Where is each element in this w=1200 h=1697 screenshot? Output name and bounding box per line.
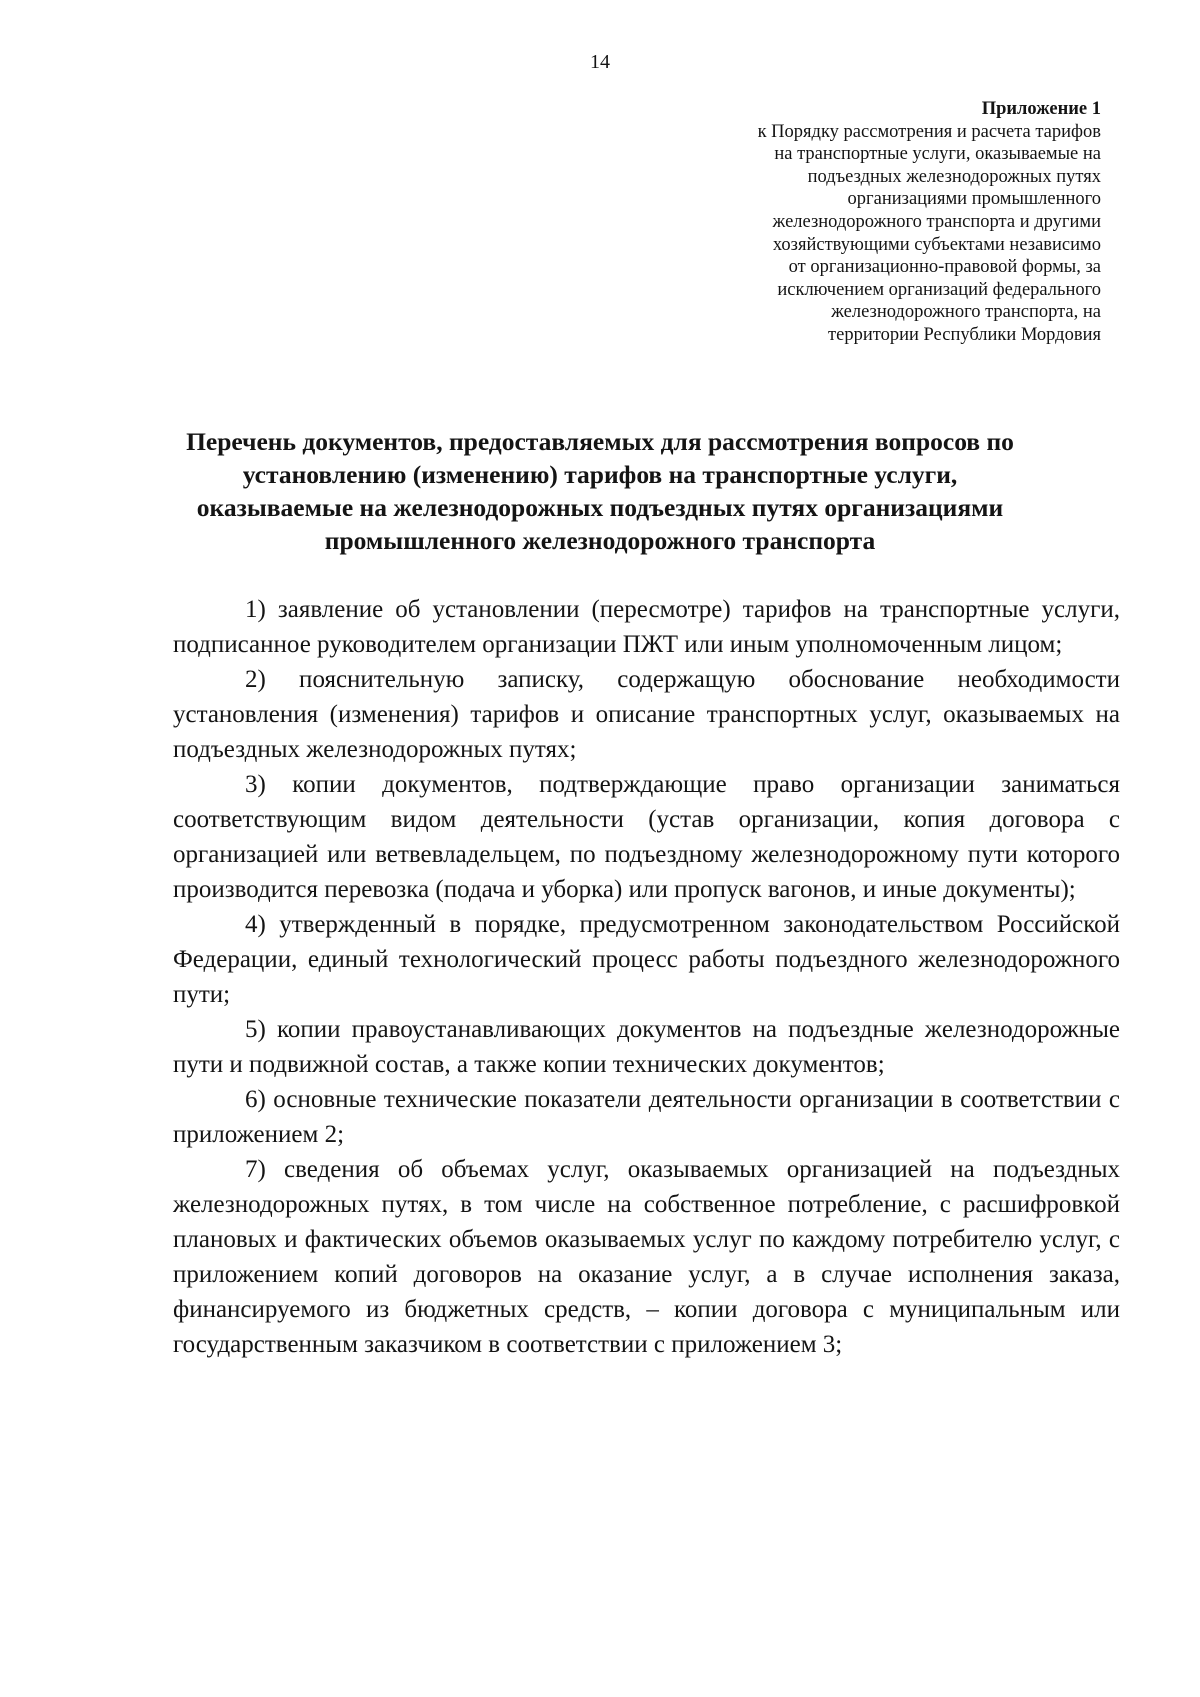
appendix-line: железнодорожного транспорта, на bbox=[831, 302, 1101, 323]
appendix-line: от организационно-правовой формы, за bbox=[788, 257, 1101, 278]
list-item: 4) утвержденный в порядке, предусмотренном законодательством Российской Федерации, единый технологический процесс работы подъездного железнодорожного пути; bbox=[173, 911, 1120, 1008]
appendix-line: к Порядку рассмотрения и расчета тарифов bbox=[757, 121, 1101, 142]
document-title bbox=[150, 425, 1050, 557]
appendix-line: исключением организаций федерального bbox=[777, 279, 1101, 300]
appendix-line: подъездных железнодорожных путях bbox=[807, 166, 1101, 187]
list-item: 2) пояснительную записку, содержащую обоснование необходимости установления (изменения) тарифов и описание транспортных услуг, оказываемых на подъездных железнодорожных путях; bbox=[173, 666, 1120, 763]
list-item: 6) основные технические показатели деятельности организации в соответствии с приложением 2; bbox=[173, 1086, 1120, 1148]
title-line: Перечень документов, предоставляемых для рассмотрения вопросов по bbox=[186, 427, 1014, 456]
page-number: 14 bbox=[590, 51, 610, 73]
list-item: 1) заявление об установлении (пересмотре) тарифов на транспортные услуги, подписанное руководителем организации ПЖТ или иным уполномоченным лицом; bbox=[173, 596, 1120, 658]
appendix-line: территории Республики Мордовия bbox=[828, 324, 1101, 345]
appendix-line: организациями промышленного bbox=[847, 189, 1101, 210]
title-line: промышленного железнодорожного транспорта bbox=[324, 526, 876, 555]
title-line: оказываемые на железнодорожных подъездных путях организациями bbox=[196, 493, 1004, 522]
list-item: 5) копии правоустанавливающих документов на подъездные железнодорожные пути и подвижной состав, а также копии технических документов; bbox=[173, 1016, 1120, 1078]
title-line: установлению (изменению) тарифов на транспортные услуги, bbox=[242, 460, 958, 489]
appendix-line: на транспортные услуги, оказываемые на bbox=[774, 144, 1101, 165]
document-body bbox=[173, 592, 1120, 1362]
appendix-line: железнодорожного транспорта и другими bbox=[772, 211, 1101, 232]
list-item: 3) копии документов, подтверждающие право организации заниматься соответствующим видом деятельности (устав организации, копия договора с организацией или ветвевладельцем, по подъездному железнодорожному пути которого производится перевозка (подача и уборка) или пропуск вагонов, и иные документы); bbox=[173, 771, 1120, 903]
appendix-block bbox=[661, 98, 1101, 347]
appendix-title: Приложение 1 bbox=[981, 99, 1101, 119]
appendix-line: хозяйствующими субъектами независимо bbox=[772, 234, 1101, 255]
list-item: 7) сведения об объемах услуг, оказываемых организацией на подъездных железнодорожных путях, в том числе на собственное потребление, с расшифровкой плановых и фактических объемов оказываемых услуг по каждому потребителю услуг, с приложением копий договоров на оказание услуг, а в случае исполнения заказа, финансируемого из бюджетных средств, – копии договора с муниципальным или государственным заказчиком в соответствии с приложением 3; bbox=[173, 1156, 1120, 1358]
